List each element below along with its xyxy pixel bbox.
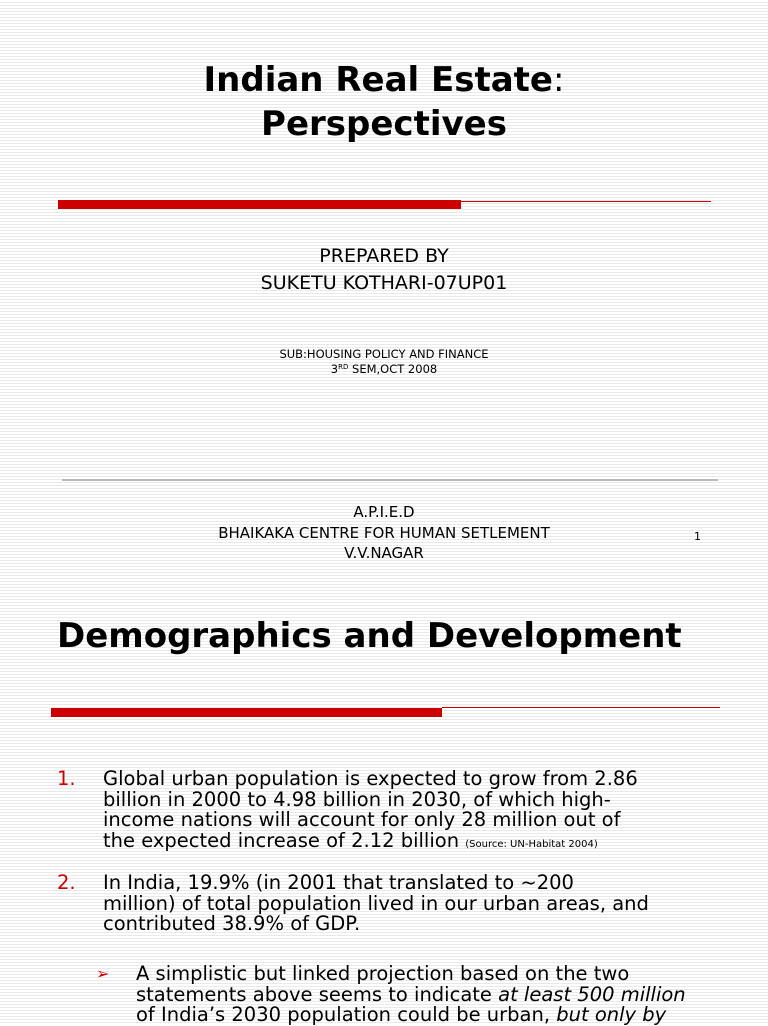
sub-list-item-text: A simplistic but linked projection based on the two statements above seems to indicate at least 500 million of India’s 2030 population could be urban, but only by <box>136 962 686 1026</box>
list-item-text: Global urban population is expected to grow from 2.86 billion in 2000 to 4.98 billion in 2030, of which high- income nations will account for only 28 million out of the expected increase of 2.12 billion (Source: UN-Habitat 2004) <box>103 767 638 852</box>
slide-title-line2: Perspectives <box>261 104 507 144</box>
title-underline-thick <box>58 200 461 209</box>
institution-line-2: BHAIKAKA CENTRE FOR HUMAN SETLEMENT <box>218 523 550 542</box>
slide-title-line1: Indian Real Estate: <box>203 60 565 100</box>
semester-line: 3RD SEM,OCT 2008 <box>330 362 438 376</box>
author-name: SUKETU KOTHARI-07UP01 <box>260 272 508 294</box>
list-item <box>57 873 747 937</box>
section-underline-thin <box>442 707 720 708</box>
arrow-bullet-icon: ➢ <box>96 964 110 983</box>
list-item-text: In India, 19.9% (in 2001 that translated to ~200 million) of total population lived in our urban areas, and contributed 38.9% of GDP. <box>103 871 649 935</box>
page-number: 1 <box>694 530 701 543</box>
subject-line: SUB:HOUSING POLICY AND FINANCE <box>279 347 489 361</box>
prepared-by-label: PREPARED BY <box>319 245 449 267</box>
section-underline-thick <box>51 708 442 717</box>
slide-title <box>0 58 768 146</box>
list-item-number: 1. <box>57 767 76 790</box>
section-title: Demographics and Development <box>57 616 682 656</box>
sub-list-item <box>96 964 760 1026</box>
list-item-number: 2. <box>57 871 76 894</box>
list-item <box>57 769 747 853</box>
institution-line-1: A.P.I.E.D <box>353 503 415 521</box>
source-citation: (Source: UN-Habitat 2004) <box>465 838 598 850</box>
title-underline-thin <box>461 201 711 202</box>
footer-divider <box>62 479 718 481</box>
institution-line-3: V.V.NAGAR <box>344 544 424 562</box>
institution-block <box>0 502 768 564</box>
